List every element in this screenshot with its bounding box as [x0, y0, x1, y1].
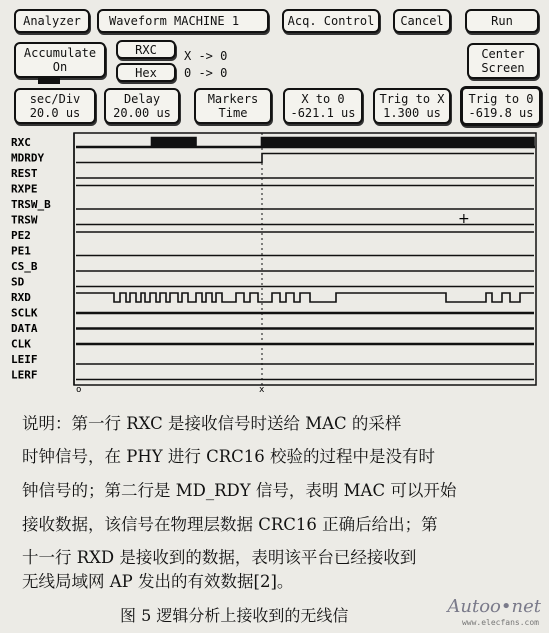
acq-control-label: Acq. Control [287, 14, 375, 28]
caption-line-5: 十一行 RXD 是接收到的数据，表明该平台已经接收到 [22, 548, 417, 567]
caption-line-2: 时钟信号，在 PHY 进行 CRC16 校验的过程中是没有时 [22, 447, 436, 466]
trig-to-o-field[interactable] [460, 86, 542, 126]
center-screen-button[interactable] [467, 43, 539, 79]
channel-trace-rxd [76, 293, 534, 302]
caption-line-1: 说明：第一行 RXC 是接收信号时送给 MAC 的采样 [22, 414, 402, 433]
channel-label-sclk: SCLK [11, 306, 38, 320]
hex-base-button[interactable] [116, 63, 176, 82]
channel-label-rxpe: RXPE [11, 182, 38, 196]
machine-selector-button[interactable] [97, 9, 269, 33]
watermark-url: www.elecfans.com [461, 618, 539, 627]
x-to-o-field[interactable] [283, 88, 363, 124]
trig-to-x-value: 1.300 us [383, 106, 441, 120]
waveform-frame [74, 133, 536, 385]
trig-to-o-value: -619.8 us [468, 106, 534, 120]
delay-label: Delay [123, 92, 161, 106]
accumulate-value: On [52, 60, 68, 74]
accumulate-label: Accumulate [23, 46, 97, 60]
sec-div-label: sec/Div [29, 92, 81, 106]
channel-label-clk: CLK [11, 337, 31, 351]
markers-field[interactable] [194, 88, 272, 124]
trig-to-x-label: Trig to X [379, 92, 445, 106]
channel-label-pe1: PE1 [11, 244, 31, 258]
channel-label-lerf: LERF [11, 368, 38, 382]
rxc-label-text: RXC [135, 42, 157, 57]
sec-div-field[interactable] [14, 88, 96, 124]
channel-label-trsw: TRSW [11, 213, 38, 227]
channel-label-sd: SD [11, 275, 25, 289]
figure-caption: 图 5 逻辑分析上接收到的无线信 [120, 606, 349, 625]
channel-label-rest: REST [11, 167, 38, 180]
accumulate-button[interactable] [14, 42, 106, 78]
markers-value: Time [218, 106, 248, 120]
marker-o-label: o [76, 385, 82, 393]
sec-div-value: 20.0 us [29, 106, 81, 120]
trig-to-o-label: Trig to 0 [468, 92, 534, 106]
x-to-o-label: X to 0 [301, 92, 345, 106]
trig-to-x-field[interactable] [373, 88, 451, 124]
marker-x-label: x [259, 385, 265, 393]
rxc-label-button[interactable] [116, 40, 176, 59]
watermark-logo: Autoo•net [447, 596, 541, 617]
machine-label: Waveform MACHINE 1 [109, 14, 240, 28]
markers-label: Markers [207, 92, 259, 106]
channel-trace-rxc [76, 138, 535, 147]
channel-trace-mdrdy [76, 154, 534, 163]
center-label-2: Screen [481, 61, 525, 75]
run-button[interactable] [465, 9, 539, 33]
pattern-map-x: X -> 0 [184, 49, 228, 63]
delay-field[interactable] [104, 88, 180, 124]
caption-line-6: 无线局域网 AP 发出的有效数据[2]。 [22, 572, 294, 591]
analyzer-button[interactable] [14, 9, 90, 33]
hex-label-text: Hex [135, 65, 157, 80]
caption-line-4: 接收数据，该信号在物理层数据 CRC16 正确后给出；第 [22, 515, 438, 534]
channel-label-rxd: RXD [11, 291, 31, 304]
cancel-button[interactable] [393, 9, 451, 33]
channel-label-leif: LEIF [11, 353, 38, 366]
acq-control-button[interactable] [282, 9, 380, 33]
cursor-crosshair-icon: + [458, 211, 470, 227]
delay-value: 20.00 us [113, 106, 171, 120]
x-to-o-value: -621.1 us [290, 106, 356, 120]
center-label-1: Center [481, 47, 525, 61]
waveform-display [10, 131, 540, 393]
accumulate-tab-indicator [38, 78, 60, 84]
caption-line-3: 钟信号的；第二行是 MD_RDY 信号，表明 MAC 可以开始 [22, 481, 457, 500]
channel-label-trsw_b: TRSW_B [11, 198, 51, 211]
run-label: Run [491, 14, 513, 28]
analyzer-label: Analyzer [23, 14, 81, 28]
cancel-label: Cancel [400, 14, 444, 28]
channel-label-rxc: RXC [11, 136, 31, 149]
channel-label-mdrdy: MDRDY [11, 151, 45, 165]
pattern-map-o: 0 -> 0 [184, 66, 228, 80]
channel-label-pe2: PE2 [11, 229, 31, 242]
channel-label-cs_b: CS_B [11, 260, 38, 273]
channel-label-data: DATA [11, 322, 38, 335]
